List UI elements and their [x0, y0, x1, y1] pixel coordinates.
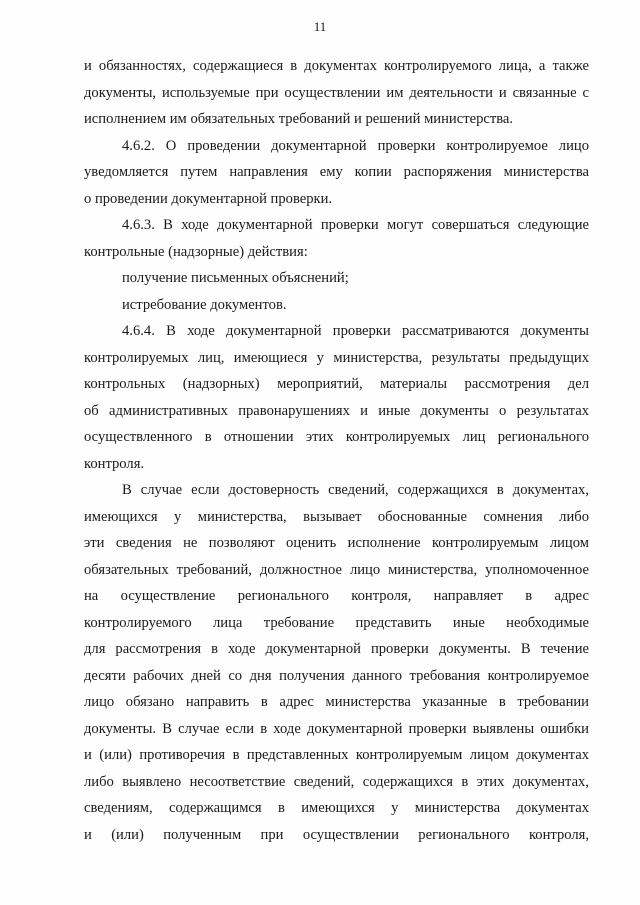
paragraph	[84, 212, 589, 265]
page-number: 11	[313, 19, 327, 34]
paragraph	[84, 53, 589, 133]
text-line: 4.6.4. В ходе документарной проверки рассматриваются документы	[122, 323, 589, 339]
text-line: и обязанностях, содержащиеся в документах контролируемого лица, а также	[84, 58, 589, 74]
text-line: контроля.	[84, 455, 145, 472]
paragraph	[84, 318, 589, 477]
text-line: 4.6.2. О проведении документарной проверки контролируемое лицо	[122, 137, 589, 154]
text-line: В случае если достоверность сведений, содержащихся в документах,	[122, 482, 589, 498]
text-line: осуществленного в отношении этих контролируемых лиц регионального	[84, 429, 589, 445]
text-line: на осуществление регионального контроля, направляет в адрес	[84, 588, 589, 604]
paragraph	[84, 265, 589, 292]
text-line: о проведении документарной проверки.	[84, 190, 333, 207]
document-body	[84, 53, 589, 848]
text-line: десяти рабочих дней со дня получения данного требования контролируемое	[84, 667, 589, 684]
paragraph	[84, 133, 589, 213]
text-line: сведениям, содержащимся в имеющихся у министерства документах	[84, 800, 589, 816]
text-line: уведомляется путем направления ему копии распоряжения министерства	[84, 164, 589, 180]
text-line: эти сведения не позволяют оценить исполнение контролируемым лицом	[84, 535, 589, 551]
text-line: исполнением им обязательных требований и решений министерства.	[84, 111, 514, 127]
text-line: контролируемого лица требование представить иные необходимые	[84, 614, 589, 631]
text-line: получение письменных объяснений;	[122, 270, 349, 286]
text-line: и (или) полученным при осуществлении регионального контроля,	[84, 826, 589, 843]
text-line: для рассмотрения в ходе документарной проверки документы. В течение	[84, 641, 589, 657]
text-line: документы. В случае если в ходе документарной проверки выявлены ошибки	[84, 720, 589, 737]
text-line: об административных правонарушениях и иные документы о результатах	[84, 402, 589, 419]
paragraph	[84, 477, 589, 848]
text-line: 4.6.3. В ходе документарной проверки могут совершаться следующие	[122, 217, 589, 233]
text-line: контролируемых лиц, имеющиеся у министерства, результаты предыдущих	[84, 349, 589, 366]
text-line: лицо обязано направить в адрес министерства указанные в требовании	[84, 694, 589, 710]
text-line: либо выявлено несоответствие сведений, содержащихся в этих документах,	[84, 773, 589, 790]
text-line: обязательных требований, должностное лицо министерства, уполномоченное	[84, 561, 589, 578]
text-line: документы, используемые при осуществлении им деятельности и связанные с	[84, 84, 589, 101]
text-line: и (или) противоречия в представленных контролируемым лицом документах	[84, 747, 589, 763]
text-line: истребование документов.	[122, 296, 287, 313]
paragraph	[84, 292, 589, 319]
text-line: имеющихся у министерства, вызывает обоснованные сомнения либо	[84, 508, 589, 525]
text-line: контрольных (надзорных) мероприятий, материалы рассмотрения дел	[84, 376, 589, 392]
text-line: контрольные (надзорные) действия:	[84, 243, 308, 260]
